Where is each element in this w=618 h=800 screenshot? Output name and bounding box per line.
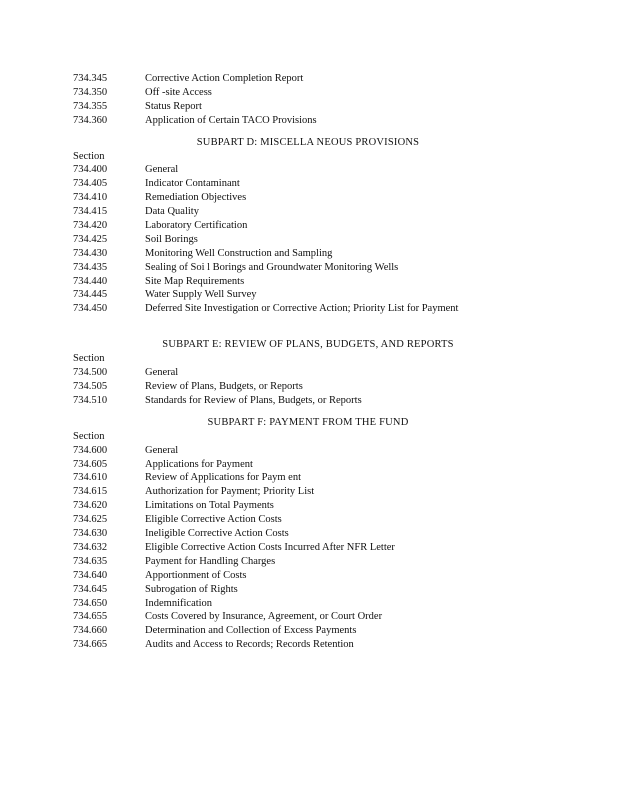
section-title: Costs Covered by Insurance, Agreement, or Court Order <box>145 611 383 623</box>
section-title: Corrective Action Completion Report <box>145 73 304 84</box>
section-number: 734.605 <box>73 458 108 470</box>
section-number: 734.360 <box>73 114 108 126</box>
section-number: 734.505 <box>73 381 108 393</box>
section-title: Water Supply Well Survey <box>145 289 257 301</box>
list-item <box>73 191 543 205</box>
list-item <box>73 275 543 289</box>
list-item <box>73 177 543 191</box>
list-item <box>73 597 543 611</box>
section-title: Site Map Requirements <box>145 275 245 287</box>
section-number: 734.450 <box>73 303 108 315</box>
section-title: Ineligible Corrective Action Costs <box>145 528 289 540</box>
list-item <box>73 114 543 128</box>
section-number: 734.655 <box>73 611 108 623</box>
section-title: Sealing of Soi l Borings and Groundwater Monitoring Wells <box>145 261 399 273</box>
section-title: Deferred Site Investigation or Corrective Action; Priority List for Payment <box>145 303 459 315</box>
list-item <box>73 527 543 541</box>
section-title: Application of Certain TACO Provisions <box>145 114 317 126</box>
section-number: 734.625 <box>73 514 108 526</box>
list-item <box>73 247 543 261</box>
subpart-d <box>73 136 543 317</box>
list-item <box>73 555 543 569</box>
section-number: 734.510 <box>73 394 108 406</box>
section-number: 734.610 <box>73 472 108 484</box>
section-title: Soil Borings <box>145 233 198 245</box>
list-item <box>73 380 543 394</box>
section-title: Subrogation of Rights <box>145 583 238 595</box>
section-title: Laboratory Certification <box>145 220 248 232</box>
section-number: 734.635 <box>73 555 108 567</box>
subpart-c-tail <box>73 72 543 128</box>
section-number: 734.415 <box>73 206 108 218</box>
section-title: Monitoring Well Construction and Sampling <box>145 247 333 259</box>
section-title: Indicator Contaminant <box>145 178 240 190</box>
subpart-d-heading: SUBPART D: MISCELLA NEOUS PROVISIONS <box>196 136 420 148</box>
section-number: 734.440 <box>73 275 108 287</box>
section-title: General <box>145 367 179 379</box>
section-number: 734.350 <box>73 86 108 98</box>
list-item <box>73 610 543 624</box>
list-item <box>73 366 543 380</box>
section-number: 734.410 <box>73 192 108 204</box>
section-number: 734.435 <box>73 261 108 273</box>
section-number: 734.405 <box>73 178 108 190</box>
section-label: Section <box>73 150 105 162</box>
section-title: Remediation Objectives <box>145 192 247 204</box>
list-item <box>73 205 543 219</box>
section-title: Review of Plans, Budgets, or Reports <box>145 381 303 393</box>
section-label: Section <box>73 353 105 365</box>
section-title: Off -site Access <box>145 86 212 98</box>
list-item <box>73 499 543 513</box>
section-number: 734.650 <box>73 597 108 609</box>
list-item <box>73 458 543 472</box>
section-number: 734.665 <box>73 639 108 651</box>
section-title: Data Quality <box>145 206 199 218</box>
list-item <box>73 233 543 247</box>
section-number: 734.355 <box>73 100 108 112</box>
section-title: Authorization for Payment; Priority List <box>145 486 315 498</box>
section-title: Payment for Handling Charges <box>145 555 276 567</box>
section-number: 734.400 <box>73 164 108 176</box>
section-number: 734.632 <box>73 541 108 553</box>
list-item <box>73 471 543 485</box>
section-title: Status Report <box>145 100 202 112</box>
list-item <box>73 219 543 233</box>
section-title: Standards for Review of Plans, Budgets, or Reports <box>145 394 362 406</box>
list-item <box>73 638 543 652</box>
list-item <box>73 261 543 275</box>
list-item <box>73 583 543 597</box>
list-item <box>73 288 543 302</box>
subpart-f-heading: SUBPART F: PAYMENT FROM THE FUND <box>207 416 409 428</box>
list-item <box>73 444 543 458</box>
list-item <box>73 541 543 555</box>
list-item <box>73 100 543 114</box>
subpart-f <box>73 416 543 652</box>
section-number: 734.620 <box>73 500 108 512</box>
list-item <box>73 624 543 638</box>
subpart-e <box>73 338 543 408</box>
section-title: Limitations on Total Payments <box>145 500 274 512</box>
list-item <box>73 163 543 177</box>
list-item <box>73 302 543 316</box>
section-number: 734.500 <box>73 367 108 379</box>
section-title: Apportionment of Costs <box>145 569 247 581</box>
section-label: Section <box>73 430 105 442</box>
section-title: Determination and Collection of Excess Payments <box>145 625 357 637</box>
section-title: General <box>145 164 179 176</box>
section-title: General <box>145 444 179 456</box>
list-item <box>73 485 543 499</box>
document-page <box>73 72 543 652</box>
list-item <box>73 394 543 408</box>
section-title: Audits and Access to Records; Records Retention <box>145 639 354 651</box>
section-title: Eligible Corrective Action Costs <box>145 514 282 526</box>
section-number: 734.615 <box>73 486 108 498</box>
section-title: Indemnification <box>145 597 213 609</box>
section-number: 734.345 <box>73 73 108 84</box>
section-title: Eligible Corrective Action Costs Incurred After NFR Letter <box>145 541 395 553</box>
list-item <box>73 569 543 583</box>
section-title: Applications for Payment <box>145 458 253 470</box>
section-number: 734.445 <box>73 289 108 301</box>
list-item <box>73 513 543 527</box>
section-title: Review of Applications for Paym ent <box>145 472 302 484</box>
section-number: 734.600 <box>73 444 108 456</box>
section-number: 734.660 <box>73 625 108 637</box>
section-number: 734.630 <box>73 528 108 540</box>
section-number: 734.640 <box>73 569 108 581</box>
subpart-e-heading: SUBPART E: REVIEW OF PLANS, BUDGETS, AND REPORTS <box>162 339 454 351</box>
section-number: 734.425 <box>73 233 108 245</box>
list-item <box>73 86 543 100</box>
section-number: 734.645 <box>73 583 108 595</box>
section-number: 734.430 <box>73 247 108 259</box>
section-number: 734.420 <box>73 220 108 232</box>
list-item <box>73 72 543 86</box>
